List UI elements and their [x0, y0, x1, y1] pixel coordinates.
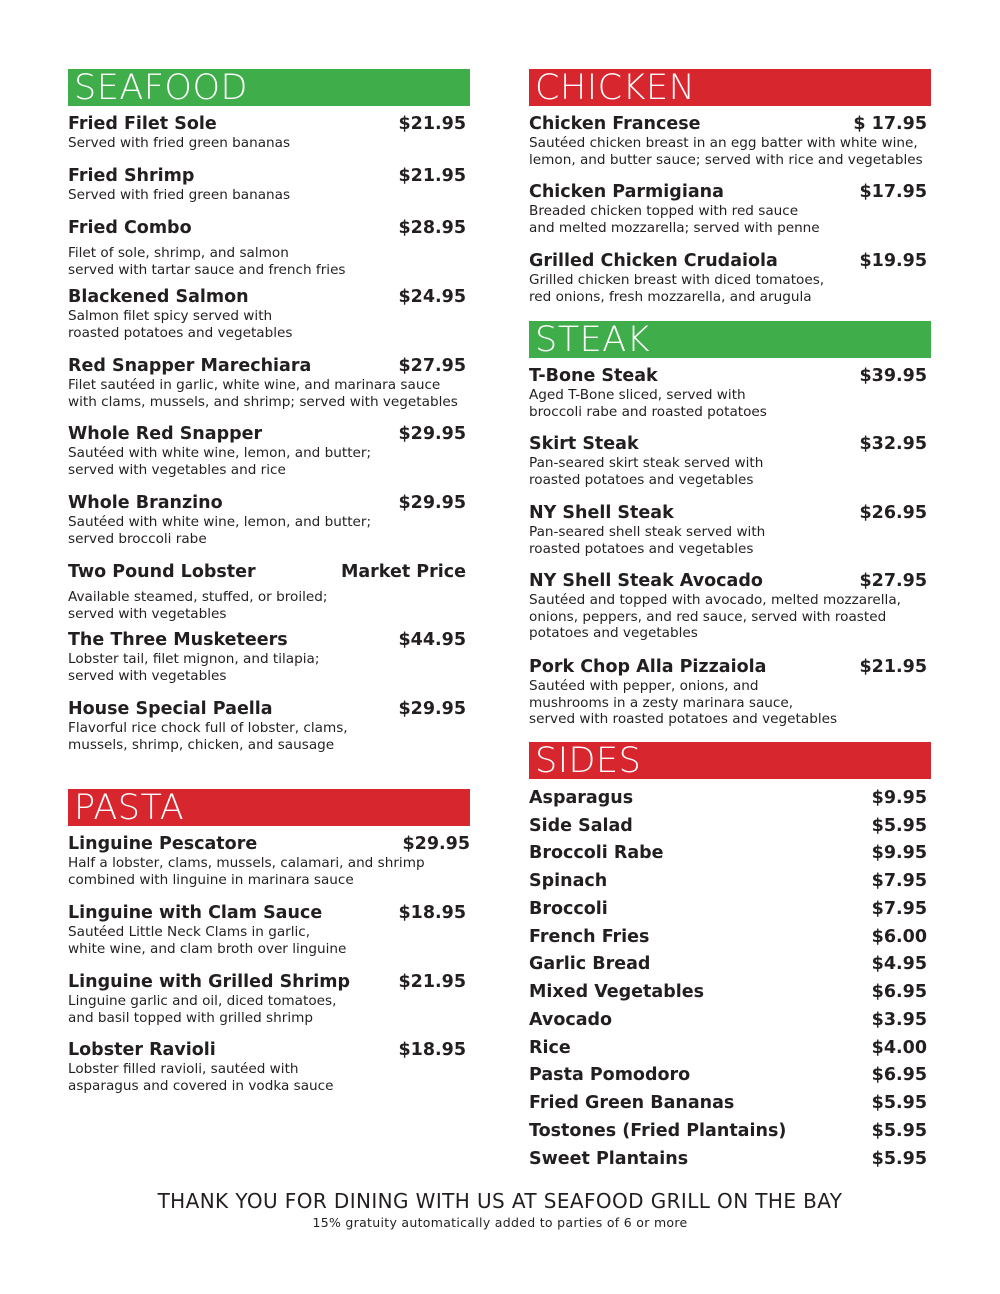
- item-name: Whole Red Snapper: [68, 424, 263, 444]
- item-price: $18.95: [398, 903, 466, 923]
- list-item: [529, 1009, 931, 1033]
- item-price: $6.95: [871, 982, 927, 1002]
- item-name: T-Bone Steak: [529, 366, 658, 386]
- item-name: Grilled Chicken Crudaiola: [529, 251, 778, 271]
- item-description: Sautéed with white wine, lemon, and butter; served broccoli rabe: [68, 514, 372, 547]
- menu-item: [529, 656, 931, 728]
- item-description: Linguine garlic and oil, diced tomatoes, and basil topped with grilled shrimp: [68, 993, 337, 1026]
- item-name: The Three Musketeers: [68, 630, 288, 650]
- item-description: Breaded chicken topped with red sauce and melted mozzarella; served with penne: [529, 203, 820, 236]
- item-name: Mixed Vegetables: [529, 982, 705, 1002]
- menu-item: [68, 629, 470, 684]
- item-price: $3.95: [871, 1010, 927, 1030]
- menu-item: [68, 971, 470, 1026]
- item-name: Fried Combo: [68, 218, 192, 238]
- item-price: $6.95: [871, 1065, 927, 1085]
- item-name: Side Salad: [529, 816, 633, 836]
- list-item: [529, 1148, 931, 1172]
- item-description: Sautéed with white wine, lemon, and butter; served with vegetables and rice: [68, 445, 372, 478]
- item-description: Filet of sole, shrimp, and salmon served with tartar sauce and french fries: [68, 245, 346, 278]
- item-name: Spinach: [529, 871, 608, 891]
- item-name: Asparagus: [529, 788, 634, 808]
- item-name: Chicken Francese: [529, 114, 701, 134]
- list-item: [529, 1037, 931, 1061]
- list-item: [529, 787, 931, 811]
- item-price: $7.95: [871, 871, 927, 891]
- menu-item: [68, 423, 470, 478]
- menu-item: [68, 286, 470, 341]
- item-name: Sweet Plantains: [529, 1149, 689, 1169]
- item-name: Whole Branzino: [68, 493, 223, 513]
- item-price: $6.00: [871, 927, 927, 947]
- menu-item: [529, 570, 931, 642]
- item-price: $21.95: [398, 972, 466, 992]
- list-item: [529, 898, 931, 922]
- item-description: Lobster tail, filet mignon, and tilapia; served with vegetables: [68, 651, 320, 684]
- item-price: $29.95: [398, 424, 466, 444]
- item-name: Linguine with Clam Sauce: [68, 903, 323, 923]
- section-pasta: [68, 789, 470, 826]
- list-item: [529, 1120, 931, 1144]
- item-price: $18.95: [398, 1040, 466, 1060]
- section-seafood: [68, 69, 470, 106]
- item-name: Avocado: [529, 1010, 613, 1030]
- item-name: Lobster Ravioli: [68, 1040, 216, 1060]
- item-description: Served with fried green bananas: [68, 187, 291, 203]
- menu-item: [529, 502, 931, 557]
- item-description: Available steamed, stuffed, or broiled; served with vegetables: [68, 589, 328, 622]
- item-price: $7.95: [871, 899, 927, 919]
- item-price: $5.95: [871, 1093, 927, 1113]
- menu-item: [529, 181, 931, 236]
- list-item: [529, 953, 931, 977]
- item-name: Garlic Bread: [529, 954, 651, 974]
- item-name: NY Shell Steak: [529, 503, 674, 523]
- menu-item: [529, 250, 931, 305]
- item-price: $5.95: [871, 816, 927, 836]
- item-name: Fried Green Bananas: [529, 1093, 735, 1113]
- item-name: Chicken Parmigiana: [529, 182, 724, 202]
- item-price: $5.95: [871, 1149, 927, 1169]
- item-name: Blackened Salmon: [68, 287, 249, 307]
- section-steak: [529, 321, 931, 358]
- item-price: $28.95: [398, 218, 466, 238]
- item-price: $19.95: [859, 251, 927, 271]
- item-description: Served with fried green bananas: [68, 135, 291, 151]
- menu-item: [68, 1039, 470, 1094]
- list-item: [529, 1092, 931, 1116]
- menu-item: [68, 165, 470, 204]
- item-name: Red Snapper Marechiara: [68, 356, 312, 376]
- list-item: [529, 842, 931, 866]
- item-description: Sautéed and topped with avocado, melted mozzarella, onions, peppers, and red sauce, served with roasted potatoes and vegetables: [529, 592, 901, 642]
- list-item: [529, 1064, 931, 1088]
- item-description: Filet sautéed in garlic, white wine, and marinara sauce with clams, mussels, and shrimp; served with vegetables: [68, 377, 458, 410]
- item-price: $39.95: [859, 366, 927, 386]
- menu-item: [529, 365, 931, 420]
- item-price: $44.95: [398, 630, 466, 650]
- menu-item: [68, 833, 470, 888]
- item-price: $29.95: [398, 493, 466, 513]
- list-item: [529, 815, 931, 839]
- item-name: Skirt Steak: [529, 434, 639, 454]
- item-description: Salmon filet spicy served with roasted potatoes and vegetables: [68, 308, 293, 341]
- item-name: Broccoli Rabe: [529, 843, 664, 863]
- item-price: $27.95: [859, 571, 927, 591]
- menu-item: [68, 561, 470, 622]
- item-name: Two Pound Lobster: [68, 562, 256, 582]
- item-description: Grilled chicken breast with diced tomatoes, red onions, fresh mozzarella, and arugula: [529, 272, 825, 305]
- item-description: Lobster filled ravioli, sautéed with asparagus and covered in vodka sauce: [68, 1061, 334, 1094]
- item-description: Pan-seared skirt steak served with roasted potatoes and vegetables: [529, 455, 764, 488]
- item-price: $4.00: [871, 1038, 927, 1058]
- item-price: $ 17.95: [853, 114, 927, 134]
- item-description: Aged T-Bone sliced, served with broccoli rabe and roasted potatoes: [529, 387, 767, 420]
- section-title-sides: SIDES: [529, 742, 931, 779]
- footer-thanks: THANK YOU FOR DINING WITH US AT SEAFOOD GRILL ON THE BAY: [157, 1189, 843, 1213]
- section-title-chicken: CHICKEN: [529, 69, 931, 106]
- item-name: Linguine with Grilled Shrimp: [68, 972, 351, 992]
- item-name: Fried Shrimp: [68, 166, 195, 186]
- item-name: French Fries: [529, 927, 650, 947]
- list-item: [529, 981, 931, 1005]
- item-name: NY Shell Steak Avocado: [529, 571, 763, 591]
- item-price: $29.95: [402, 834, 470, 854]
- item-price: $17.95: [859, 182, 927, 202]
- item-price: $32.95: [859, 434, 927, 454]
- item-price: $29.95: [398, 699, 466, 719]
- item-price: $21.95: [398, 114, 466, 134]
- menu-item: [68, 902, 470, 957]
- item-price: $21.95: [859, 657, 927, 677]
- section-chicken: [529, 69, 931, 106]
- item-price: $24.95: [398, 287, 466, 307]
- item-name: Pork Chop Alla Pizzaiola: [529, 657, 767, 677]
- item-name: Rice: [529, 1038, 571, 1058]
- item-price: $21.95: [398, 166, 466, 186]
- item-name: Tostones (Fried Plantains): [529, 1121, 787, 1141]
- item-description: Sautéed Little Neck Clams in garlic, white wine, and clam broth over linguine: [68, 924, 347, 957]
- section-sides: [529, 742, 931, 779]
- item-price: Market Price: [340, 562, 466, 582]
- menu-item: [68, 355, 470, 410]
- item-description: Sautéed with pepper, onions, and mushrooms in a zesty marinara sauce, served with roasted potatoes and vegetables: [529, 678, 838, 728]
- item-description: Flavorful rice chock full of lobster, clams, mussels, shrimp, chicken, and sausage: [68, 720, 348, 753]
- menu-item: [68, 217, 470, 278]
- item-price: $4.95: [871, 954, 927, 974]
- menu-item: [529, 113, 931, 168]
- item-price: $27.95: [398, 356, 466, 376]
- item-price: $5.95: [871, 1121, 927, 1141]
- item-price: $9.95: [871, 788, 927, 808]
- item-description: Sautéed chicken breast in an egg batter with white wine, lemon, and butter sauce; served with rice and vegetables: [529, 135, 923, 168]
- section-title-steak: STEAK: [529, 321, 931, 358]
- section-title-seafood: SEAFOOD: [68, 69, 470, 106]
- menu-item: [68, 698, 470, 753]
- item-name: House Special Paella: [68, 699, 273, 719]
- item-price: $9.95: [871, 843, 927, 863]
- item-name: Linguine Pescatore: [68, 834, 258, 854]
- item-name: Fried Filet Sole: [68, 114, 217, 134]
- menu-item: [529, 433, 931, 488]
- list-item: [529, 926, 931, 950]
- section-title-pasta: PASTA: [68, 789, 470, 826]
- list-item: [529, 870, 931, 894]
- menu-item: [68, 113, 470, 152]
- item-name: Broccoli: [529, 899, 608, 919]
- item-description: Half a lobster, clams, mussels, calamari, and shrimp combined with linguine in marinara sauce: [68, 855, 425, 888]
- item-description: Pan-seared shell steak served with roasted potatoes and vegetables: [529, 524, 766, 557]
- menu-item: [68, 492, 470, 547]
- item-name: Pasta Pomodoro: [529, 1065, 691, 1085]
- item-price: $26.95: [859, 503, 927, 523]
- footer-gratuity-note: 15% gratuity automatically added to parties of 6 or more: [312, 1215, 688, 1230]
